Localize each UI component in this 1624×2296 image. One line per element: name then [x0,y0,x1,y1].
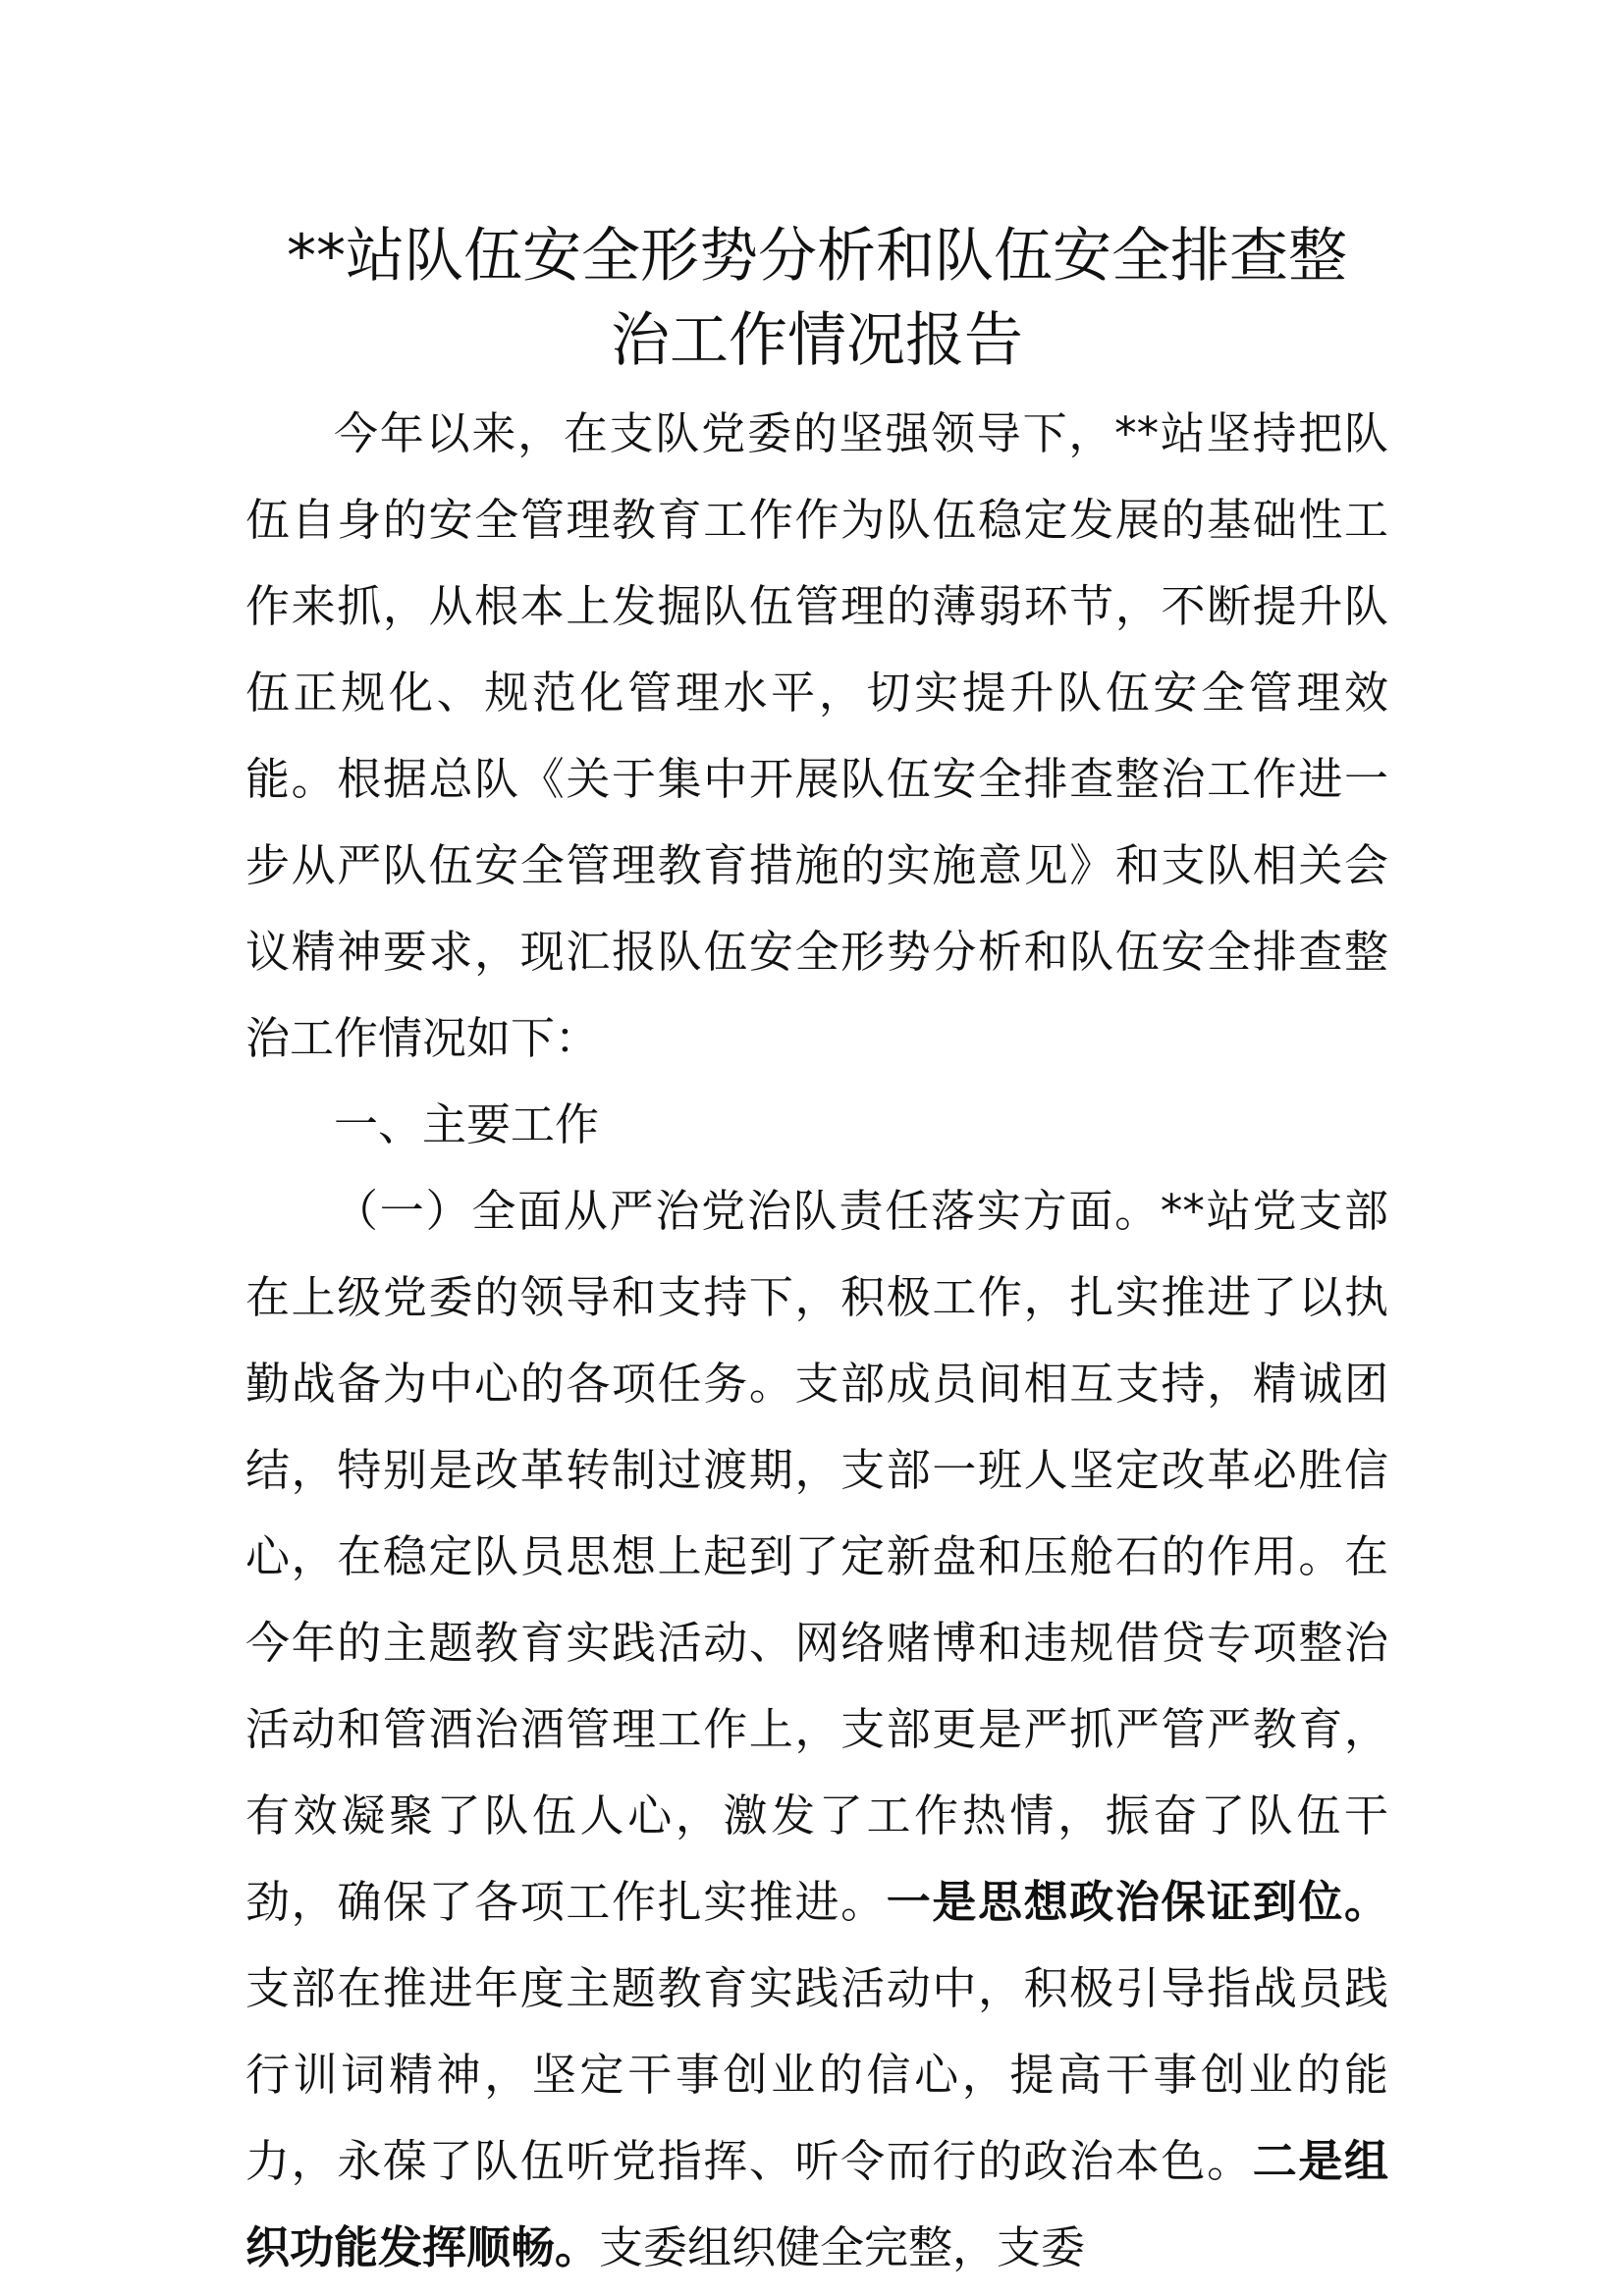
point-one-text: 支部在推进年度主题教育实践活动中，积极引导指战员践行训词精神，坚定干事创业的信心，提高干事创业的能力，永葆了队伍听党指挥、听令而行的政治本色。 [245,1962,1388,2187]
title-line-1: **站队伍安全形势分析和队伍安全排查整 [287,222,1347,291]
document-page [245,214,1388,2291]
subsection-lead-text: （一）全面从严治党治队责任落实方面。**站党支部在上级党委的领导和支持下，积极工作，扎实推进了以执勤战备为中心的各项任务。支部成员间相互支持，精诚团结，特别是改革转制过渡期，支部一班人坚定改革必胜信心，在稳定队员思想上起到了定新盘和压舱石的作用。在今年的主题教育实践活动、网络赌博和违规借贷专项整治活动和管酒治酒管理工作上，支部更是严抓严管严教育，有效凝聚了队伍人心，激发了工作热情，振奋了队伍干劲，确保了各项工作扎实推进。 [245,1185,1388,1928]
section-heading-main-work: 一、主要工作 [334,1098,600,1150]
title-line-2: 治工作情况报告 [611,306,1023,375]
subsection-paragraph-1 [245,1168,1388,2291]
point-two-text: 支委组织健全完整，支委 [599,2221,1086,2273]
point-two-title: 二是组织功能发挥顺畅。 [245,2135,1388,2273]
intro-paragraph: 今年以来，在支队党委的坚强领导下，**站坚持把队伍自身的安全管理教育工作作为队伍稳定发展的基础性工作来抓，从根本上发掘队伍管理的薄弱环节，不断提升队伍正规化、规范化管理水平，切实提升队伍安全管理效能。根据总队《关于集中开展队伍安全排查整治工作进一步从严队伍安全管理教育措施的实施意见》和支队相关会议精神要求，现汇报队伍安全形势分析和队伍安全排查整治工作情况如下： [245,407,1388,1064]
document-title [245,214,1388,383]
document-body [245,391,1388,2291]
point-one-title: 一是思想政治保证到位。 [886,1876,1388,1928]
